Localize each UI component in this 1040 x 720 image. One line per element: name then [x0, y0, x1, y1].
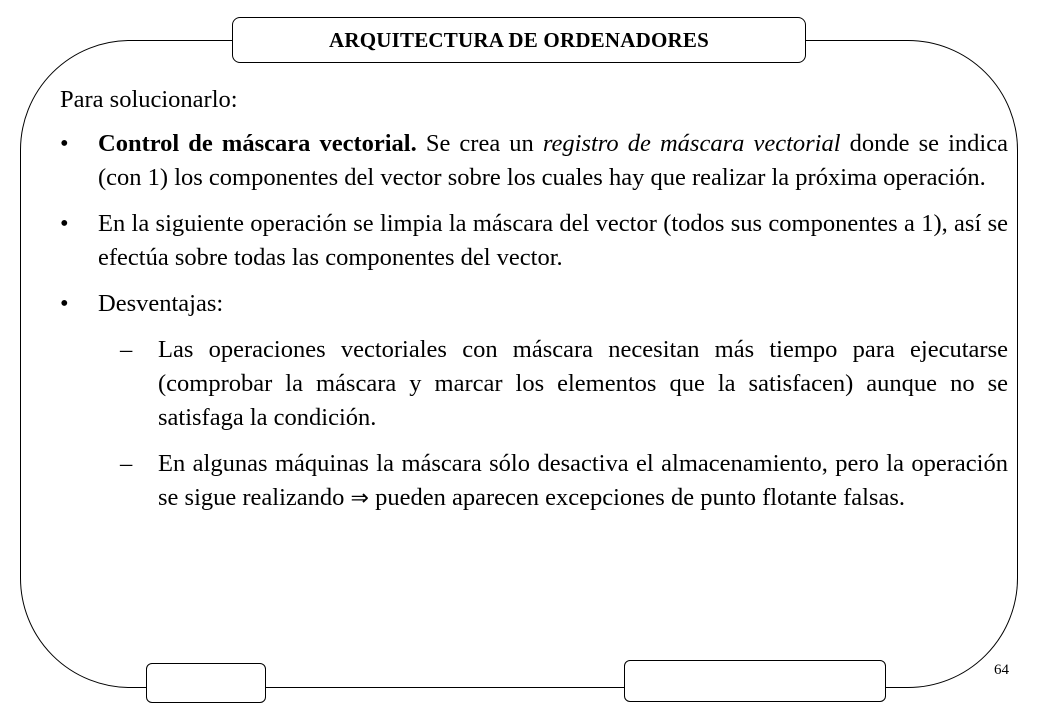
bottom-left-tab: [146, 663, 266, 703]
bullet-item-clear-mask: [60, 207, 1008, 275]
sub-item-text: Las operaciones vectoriales con máscara necesitan más tiempo para ejecutarse (comprobar la máscara y marcar los elementos que la satisfacen) aunque no se satisfaga la condición.: [158, 336, 1008, 431]
page-number: 64: [994, 662, 1009, 678]
bullet-bold-heading: Control de máscara vectorial.: [98, 130, 417, 157]
bullet-text: En la siguiente operación se limpia la máscara del vector (todos sus componentes a 1), así se efectúa sobre todas las componentes del vector.: [98, 210, 1008, 271]
slide-body: [60, 83, 1008, 528]
slide-title: ARQUITECTURA DE ORDENADORES: [329, 27, 709, 52]
bullet-marker: •: [60, 210, 69, 237]
sub-item-false-exceptions: [60, 447, 1008, 516]
bullet-text: donde se indica (con 1) los componentes del vector sobre los cuales hay que realizar la próxima operación.: [98, 130, 1008, 191]
dash-marker: –: [120, 336, 133, 363]
bullet-item-disadvantages: [60, 287, 1008, 321]
slide-title-box: [232, 17, 806, 63]
intro-text: Para solucionarlo:: [60, 86, 238, 113]
dash-marker: –: [120, 450, 133, 477]
bullet-text: Desventajas:: [98, 290, 224, 317]
sub-item-text: En algunas máquinas la máscara sólo desactiva el almacenamiento, pero la operación se sigue realizando: [158, 450, 1008, 511]
sub-item-text: pueden aparecen excepciones de punto flotante falsas.: [368, 484, 906, 511]
bullet-marker: •: [60, 290, 69, 317]
sub-item-more-time: [60, 333, 1008, 435]
bullet-italic-term: registro de máscara vectorial: [542, 130, 841, 157]
bottom-right-tab: [624, 660, 886, 702]
bullet-text: Se crea un: [416, 130, 543, 157]
bullet-marker: •: [60, 130, 69, 157]
implies-arrow-icon: ⇒: [350, 486, 369, 511]
bullet-item-mask-control: [60, 127, 1008, 195]
